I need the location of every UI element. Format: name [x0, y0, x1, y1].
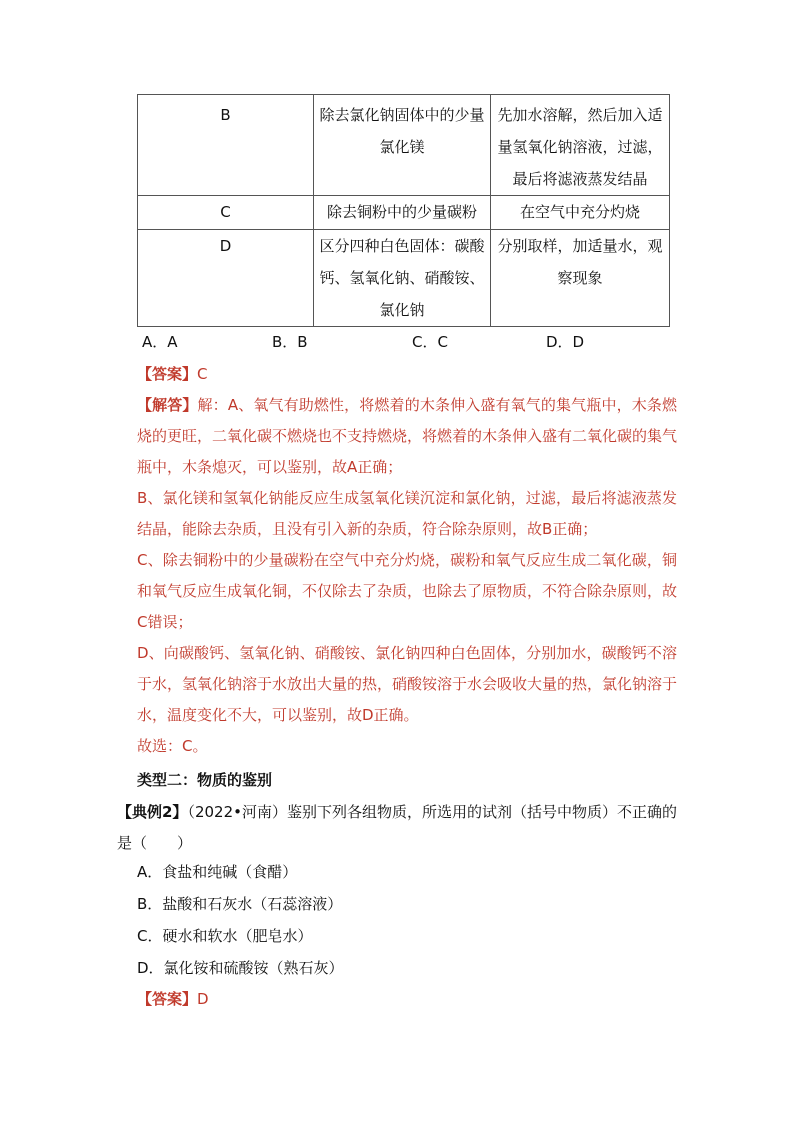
example-option-c: C．硬水和软水（肥皂水）	[137, 927, 313, 945]
choice-d: D．D	[546, 333, 585, 351]
choice-b: B．B	[272, 333, 308, 351]
analysis-line: 故选：C。	[137, 737, 208, 755]
purpose-cell: 区分四种白色固体：碳酸钙、氢氧化钠、硝酸铵、氯化钠	[314, 230, 491, 327]
method-cell: 在空气中充分灼烧	[491, 196, 670, 230]
example-stem: 【典例2】（2022•河南）鉴别下列各组物质，所选用的试剂（括号中物质）不正确的是（ ）	[117, 803, 677, 852]
answer-line	[137, 362, 208, 386]
example-label: 【典例2】	[117, 803, 188, 821]
answer-value: D	[197, 990, 209, 1008]
answer-label: 【答案】	[137, 365, 198, 383]
option-cell: D	[138, 230, 314, 327]
choice-c: C．C	[412, 333, 448, 351]
analysis-line: C、除去铜粉中的少量碳粉在空气中充分灼烧，碳粉和氧气反应生成二氧化碳，铜和氧气反应生成氧化铜，不仅除去了杂质，也除去了原物质，不符合除杂原则，故C错误；	[137, 551, 678, 631]
method-cell: 分别取样，加适量水，观察现象	[491, 230, 670, 327]
section-title: 类型二：物质的鉴别	[137, 771, 273, 789]
purpose-cell: 除去铜粉中的少量碳粉	[314, 196, 491, 230]
experiment-table	[137, 94, 670, 327]
answer-line-2	[137, 987, 209, 1011]
table-row	[138, 95, 670, 196]
analysis-line: B、氯化镁和氢氧化钠能反应生成氢氧化镁沉淀和氯化钠，过滤，最后将滤液蒸发结晶，能除去杂质，且没有引入新的杂质，符合除杂原则，故B正确；	[137, 489, 677, 538]
purpose-cell: 除去氯化钠固体中的少量氯化镁	[314, 95, 491, 196]
table-row	[138, 230, 670, 327]
choice-a: A．A	[142, 333, 178, 351]
example-option-d: D．氯化铵和硫酸铵（熟石灰）	[137, 959, 344, 977]
option-cell: C	[138, 196, 314, 230]
analysis-line: 【解答】解：A、氧气有助燃性，将燃着的木条伸入盛有氧气的集气瓶中，木条燃烧的更旺，二氧化碳不燃烧也不支持燃烧，将燃着的木条伸入盛有二氧化碳的集气瓶中，木条熄灭，可以鉴别，故A正确；	[137, 396, 678, 476]
method-cell: 先加水溶解，然后加入适量氢氧化钠溶液，过滤，最后将滤液蒸发结晶	[491, 95, 670, 196]
analysis-block	[137, 390, 677, 762]
example-option-b: B．盐酸和石灰水（石蕊溶液）	[137, 895, 343, 913]
table-row	[138, 196, 670, 230]
option-cell: B	[138, 95, 314, 196]
analysis-line: D、向碳酸钙、氢氧化钠、硝酸铵、氯化钠四种白色固体，分别加水，碳酸钙不溶于水，氢氧化钠溶于水放出大量的热，硝酸铵溶于水会吸收大量的热，氯化钠溶于水，温度变化不大，可以鉴别，故D正确。	[137, 644, 678, 724]
example-option-a: A．食盐和纯碱（食醋）	[137, 863, 298, 881]
analysis-label: 【解答】	[137, 396, 198, 414]
answer-label: 【答案】	[137, 990, 198, 1008]
answer-value: C	[197, 365, 208, 383]
